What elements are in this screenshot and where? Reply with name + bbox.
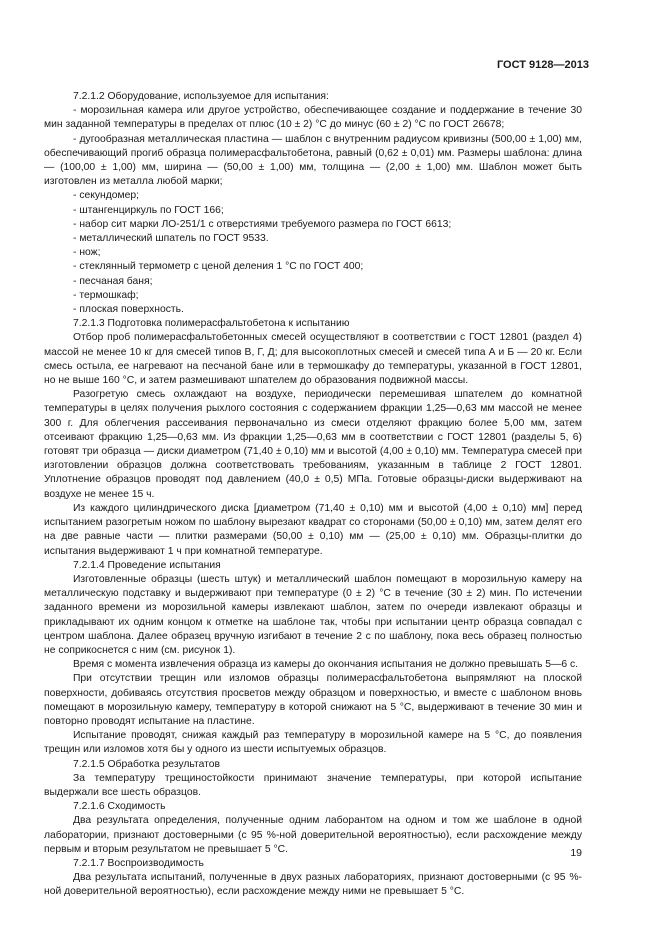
paragraph: Изготовленные образцы (шесть штук) и металлический шаблон помещают в морозильную камеру на металлическую подставку и выдерживают при температуре (0 ± 2) °С в течение (30 ± 2) мин. По истечении заданного времени из морозильной камеры извлекают шаблон, затем по очереди извлекают образцы и прикладывают их одним концом к отметке на шаблоне так, чтобы при испытании центр образца совпадал с центром шаблона. Далее образец вручную изгибают в течение 2 с по шаблону, пока весь образец полностью не соприкоснется с ним (см. рисунок 1). bbox=[44, 573, 582, 656]
paragraph: Два результата определения, полученные одним лаборантом на одном и том же шаблоне в одной лаборатории, признают достоверными (с 95 %-ной доверительной вероятностью), если расхождение между первым и вторым результатом не превышает 5 °С. bbox=[44, 815, 582, 855]
paragraph: - секундомер; bbox=[73, 190, 140, 202]
paragraph: 7.2.1.2 Оборудование, используемое для испытания: bbox=[73, 91, 329, 102]
paragraph: - набор сит марки ЛО-251/1 с отверстиями требуемого размера по ГОСТ 6613; bbox=[73, 218, 452, 230]
paragraph: - плоская поверхность. bbox=[73, 304, 184, 316]
paragraph: Испытание проводят, снижая каждый раз температуру в морозильной камере на 5 °С, до появления трещин или изломов хотя бы у одного из шести испытуемых образцов. bbox=[44, 730, 582, 756]
paragraph: - песчаная баня; bbox=[73, 275, 153, 287]
paragraph: - штангенциркуль по ГОСТ 166; bbox=[73, 204, 224, 216]
paragraph: - дугообразная металлическая пластина — шаблон с внутренним радиусом кривизны (500,00 ± 1,00) мм, обеспечивающий прогиб образца полимерасфальтобетона, равный (0,62 ± 0,01) мм. Размеры шаблона: длина — (100,00 ± 1,00) мм, ширина — (50,00 ± 1,00) мм, толщина — (2,00 ± 1,00) мм. Шаблон может быть изготовлен из металла любой марки; bbox=[44, 133, 582, 188]
paragraph: 7.2.1.5 Обработка результатов bbox=[73, 758, 221, 770]
paragraph: Два результата испытаний, полученные в двух разных лабораториях, признают достоверными (с 95 %-ной доверительной вероятностью), если расхождение между ними не превышает 5 °С. bbox=[44, 872, 582, 898]
paragraph: 7.2.1.4 Проведение испытания bbox=[73, 559, 221, 571]
paragraph: 7.2.1.3 Подготовка полимерасфальтобетона к испытанию bbox=[73, 318, 350, 330]
paragraph: За температуру трещиностойкости принимают значение температуры, при которой испытание выдержали все шесть образцов. bbox=[44, 772, 582, 798]
paragraph: Разогретую смесь охлаждают на воздухе, периодически перемешивая шпателем до комнатной температуры в целях получения рыхлого состояния с содержанием фракции 1,25—0,63 мм массой не менее 300 г. Для облегчения рассеивания первоначально из смеси отделяют фракцию более 5,00 мм, затем отсеивают фракцию 1,25—0,63 мм. Из фракции 1,25—0,63 мм в соответствии с ГОСТ 12801 (разделы 5, 6) готовят три образца — диски диаметром (71,40 ± 0,10) мм и высотой (4,00 ± 0,10) мм. Температура смесей при изготовлении образцов должна соответствовать требованиям, указанным в таблице 2 ГОСТ 12801. Уплотнение образцов проводят под давлением (40,0 ± 0,5) МПа. Готовые образцы-диски выдерживают на воздухе не менее 15 ч. bbox=[44, 389, 582, 500]
paragraph: 7.2.1.6 Сходимость bbox=[73, 801, 166, 813]
paragraph: - морозильная камера или другое устройство, обеспечивающее создание и поддержание в течение 30 мин заданной температуры в пределах от плюс (10 ± 2) °С до минус (60 ± 2) °С по ГОСТ 26678; bbox=[44, 105, 582, 131]
paragraph: Отбор проб полимерасфальтобетонных смесей осуществляют в соответствии с ГОСТ 12801 (раздел 4) массой не менее 10 кг для смесей типов В, Г, Д; для высокоплотных смесей и смесей типа А и Б — 20 кг. Если смесь остыла, ее нагревают на песчаной бане или в термошкафу до температуры, указанной в ГОСТ 12801, но не выше 160 °С, и затем размешивают шпателем до образования подвижной массы. bbox=[44, 332, 582, 387]
paragraph: При отсутствии трещин или изломов образцы полимерасфальтобетона выпрямляют на плоской поверхности, добиваясь отсутствия просветов между образцом и поверхностью, и вместе с шаблоном вновь помещают в морозильную камеру, температуру в которой снижают на 5 °С, выдерживают в течение 30 мин и повторно проводят испытание на пластине. bbox=[44, 673, 582, 727]
paragraph: Время с момента извлечения образца из камеры до окончания испытания не должно превышать 5—6 с. bbox=[73, 659, 579, 671]
document-number: ГОСТ 9128—2013 bbox=[496, 59, 589, 71]
paragraph: - термошкаф; bbox=[73, 289, 139, 301]
document-body bbox=[44, 90, 582, 900]
paragraph: - нож; bbox=[73, 247, 101, 259]
paragraph: - металлический шпатель по ГОСТ 9533. bbox=[73, 233, 269, 245]
page-number: 19 bbox=[570, 847, 582, 859]
paragraph: Из каждого цилиндрического диска [диаметром (71,40 ± 0,10) мм и высотой (4,00 ± 0,10) мм] перед испытанием разогретым ножом по шаблону вырезают квадрат со сторонами (50,00 ± 0,10) мм, затем делят его на две равные части — плитки размерами (50,00 ± 0,10) мм — (25,00 ± 0,10) мм. Образцы-плитки до испытания выдерживают 1 ч при комнатной температуре. bbox=[44, 502, 582, 557]
paragraph: 7.2.1.7 Воспроизводимость bbox=[73, 857, 204, 869]
paragraph: - стеклянный термометр с ценой деления 1 °С по ГОСТ 400; bbox=[73, 261, 364, 273]
